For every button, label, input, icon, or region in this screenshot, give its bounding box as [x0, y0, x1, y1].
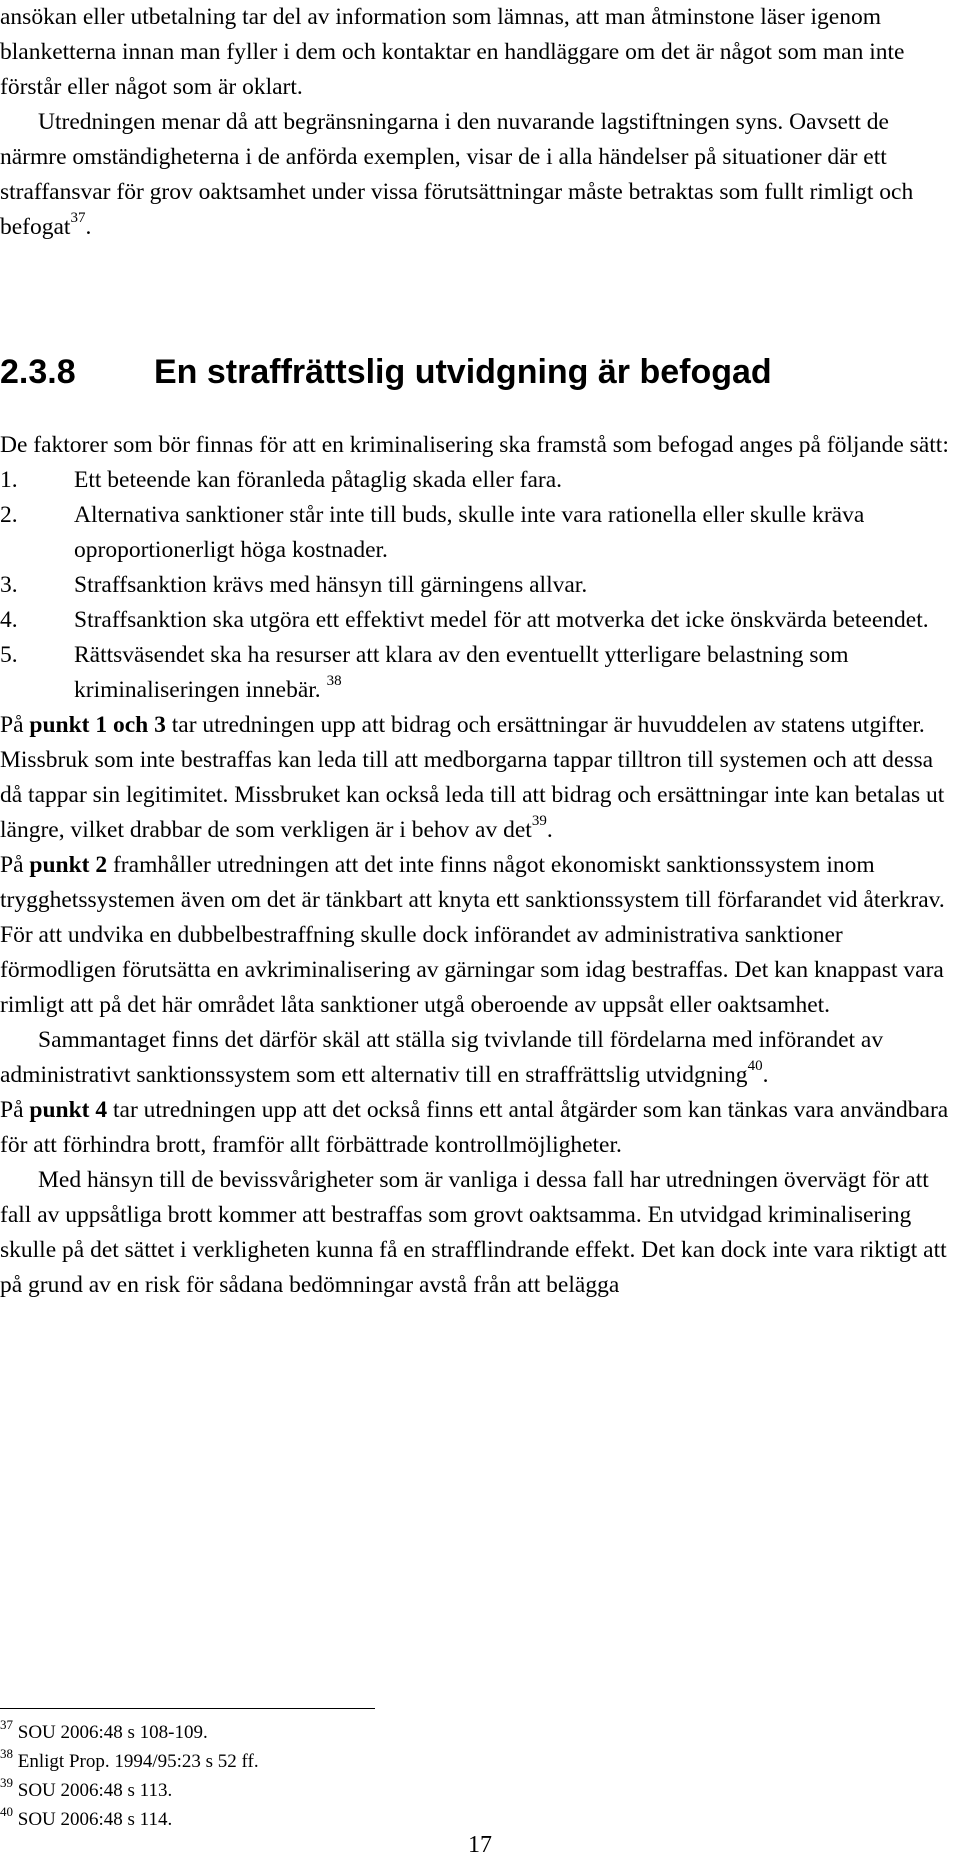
top-text-block	[0, 0, 952, 245]
list-item	[0, 568, 952, 603]
footnote-ref-37: 37	[70, 210, 86, 227]
paragraph-utredningen: Utredningen menar då att begränsningarna i den nuvarande lagstiftningen syns. Oavsett de närmre omständigheterna i de anförda exemplen, visar de i alla händelser på situationer där ett straffansvar för grov oaktsamhet under vissa förutsättningar måste betraktas som fullt rimligt och befogat$^{37}$.	[0, 109, 914, 240]
paragraph-punkt-4: På punkt 4 tar utredningen upp att det också finns ett antal åtgärder som kan tänkas vara användbara för att förhindra brott, framför allt förbättrade kontrollmöjligheter.	[0, 1097, 949, 1158]
list-item-text: Alternativa sanktioner står inte till buds, skulle inte vara rationella eller skulle kräva oproportionerligt höga kostnader.	[74, 502, 865, 563]
list-item	[0, 463, 952, 498]
list-item-text: Ett beteende kan föranleda påtaglig skada eller fara.	[74, 467, 563, 493]
list-marker: 4.	[0, 607, 18, 633]
intro-paragraph: De faktorer som bör finnas för att en kriminalisering ska framstå som befogad anges på följande sätt:	[0, 432, 949, 458]
paragraph-text: Utredningen menar då att begränsningarna i den nuvarande lagstiftningen syns. Oavsett de närmre omständigheterna i de anförda exemplen, visar de i alla händelser på situationer där ett straffansvar för grov oaktsamhet under vissa förutsättningar måste betraktas som fullt rimligt och befogat	[0, 109, 914, 240]
footnote-38	[0, 1747, 800, 1776]
footnote-ref-39: 39	[531, 813, 547, 830]
bold-emphasis: punkt 1 och 3	[29, 712, 166, 738]
list-marker: 3.	[0, 572, 18, 598]
main-text-block	[0, 428, 952, 1303]
paragraph-continuation: ansökan eller utbetalning tar del av information som lämnas, att man åtminstone läser igenom blanketterna innan man fyller i dem och kontaktar en handläggare om det är något som man inte förstår eller något som är oklart.	[0, 4, 905, 100]
footnote-number: 38	[0, 1745, 13, 1761]
list-item	[0, 603, 952, 638]
bold-emphasis: punkt 2	[29, 852, 108, 878]
list-marker: 2.	[0, 502, 18, 528]
list-item-text: Straffsanktion krävs med hänsyn till gärningens allvar.	[74, 572, 588, 598]
bold-emphasis: punkt 4	[29, 1097, 108, 1123]
footnote-39	[0, 1776, 800, 1805]
footnote-number: 40	[0, 1803, 13, 1819]
section-heading	[0, 352, 772, 392]
footnote-text: SOU 2006:48 s 108-109.	[13, 1722, 208, 1743]
footnote-number: 37	[0, 1716, 13, 1732]
footnote-ref-40: 40	[747, 1058, 763, 1075]
footnote-text: SOU 2006:48 s 113.	[13, 1780, 173, 1801]
paragraph-med-hansyn: Med hänsyn till de bevissvårigheter som är vanliga i dessa fall har utredningen övervägt för att fall av uppsåtliga brott kommer att bestraffas som grovt oaktsamma. En utvidgad kriminalisering skulle på det sättet i verkligheten kunna få en strafflindrande effekt. Det kan dock inte vara riktigt att på grund av en risk för sådana bedömningar avstå från att belägga	[0, 1167, 947, 1298]
paragraph-punkt-2: På punkt 2 framhåller utredningen att det inte finns något ekonomiskt sanktionssystem inom trygghetssystemen även om det är tänkbart att knyta ett sanktionssystem till förfarandet vid återkrav. För att undvika en dubbelbestraffning skulle dock införandet av administrativa sanktioner förmodligen förutsätta en avkriminalisering av gärningar som idag bestraffas. Det kan knappast vara rimligt att på det här området låta sanktioner utgå oberoende av uppsåt eller oaktsamhet.	[0, 852, 945, 1018]
section-number: 2.3.8	[0, 353, 76, 391]
footnote-37	[0, 1718, 800, 1747]
footnote-separator	[0, 1708, 375, 1709]
list-marker: 5.	[0, 642, 18, 668]
footnotes	[0, 1718, 800, 1834]
list-item	[0, 498, 952, 568]
list-item-text: Rättsväsendet ska ha resurser att klara av den eventuellt ytterligare belastning som kriminaliseringen innebär.	[74, 642, 849, 703]
list-item	[0, 638, 952, 708]
section-title: En straffrättslig utvidgning är befogad	[154, 353, 772, 391]
footnote-text: SOU 2006:48 s 114.	[13, 1809, 173, 1830]
list-item-text: Straffsanktion ska utgöra ett effektivt medel för att motverka det icke önskvärda beteendet.	[74, 607, 929, 633]
page-number: 17	[468, 1832, 492, 1858]
list-marker: 1.	[0, 467, 18, 493]
footnote-ref-38: 38	[326, 673, 342, 690]
footnote-text: Enligt Prop. 1994/95:23 s 52 ff.	[13, 1751, 259, 1772]
paragraph-sammantaget: Sammantaget finns det därför skäl att ställa sig tvivlande till fördelarna med införandet av administrativt sanktionssystem som ett alternativ till en straffrättslig utvidgning$^{40}$.	[0, 1027, 884, 1088]
paragraph-punkt-1-3: På punkt 1 och 3 tar utredningen upp att bidrag och ersättningar är huvuddelen av statens utgifter. Missbruk som inte bestraffas kan leda till att medborgarna tappar tilltron till systemen och att dessa då tappar sin legitimitet. Missbruket kan också leda till att bidrag och ersättningar inte kan betalas ut längre, vilket drabbar de som verkligen är i behov av $\det^{39}$.	[0, 712, 945, 843]
criteria-list	[0, 463, 952, 708]
footnote-number: 39	[0, 1774, 13, 1790]
